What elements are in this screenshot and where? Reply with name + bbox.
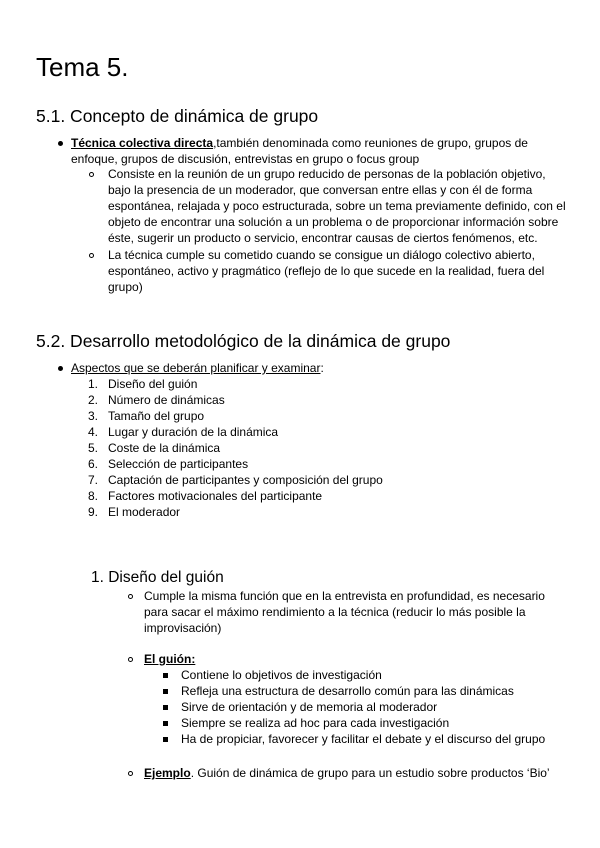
circle-bullet-icon: [89, 172, 94, 177]
list-item: Factores motivacionales del participante: [108, 489, 323, 503]
list-item: Diseño del guión: [108, 377, 198, 391]
item-number: 1.: [87, 377, 98, 391]
sub1-line: espontánea, relajada y poco estructurada, sobre un tema previamente definido, con el: [108, 199, 566, 213]
sub2-line: grupo): [108, 280, 143, 294]
ejemplo-line: [144, 765, 550, 781]
circle-bullet-icon: [128, 771, 133, 776]
item-number: 5.: [87, 441, 98, 455]
sub1-line: bajo la presencia de un moderador, que conversan entre ellas y con él de forma: [108, 183, 533, 197]
bullet1-rest: ,también denominada como reuniones de grupo, grupos de: [213, 136, 528, 150]
list-item: Selección de participantes: [108, 457, 249, 471]
aspects-colon: :: [320, 361, 324, 375]
guion-item: Siempre se realiza ad hoc para cada investigación: [181, 716, 450, 730]
bullet1-line2: enfoque, grupos de discusión, entrevistas en grupo o focus group: [71, 152, 420, 166]
list-item: Tamaño del grupo: [108, 409, 205, 423]
guion-desc-line: Cumple la misma función que en la entrevista en profundidad, es necesario: [144, 589, 545, 603]
list-item: Lugar y duración de la dinámica: [108, 425, 279, 439]
ejemplo-text: . Guión de dinámica de grupo para un estudio sobre productos ‘Bio’: [190, 766, 550, 780]
sub1-line: éste, sugerir un producto o servicio, encontrar causas de ciertos fenómenos, etc.: [108, 231, 538, 245]
guion-desc-line: improvisación): [144, 621, 222, 635]
bullet-dot-icon: [58, 141, 63, 146]
sub1-line: Consiste en la reunión de un grupo reducido de personas de la población objetivo,: [108, 167, 546, 181]
circle-bullet-icon: [128, 594, 133, 599]
item-number: 9.: [87, 505, 98, 519]
aspects-label: Aspectos que se deberán planificar y examinar: [71, 361, 321, 375]
sub1-line: objeto de encontrar una solución a un problema o de proporcionar información sobre: [108, 215, 559, 229]
bullet1-line1: [71, 135, 528, 151]
item-number: 4.: [87, 425, 98, 439]
aspects-label-line: [71, 360, 324, 376]
square-bullet-icon: [163, 721, 168, 726]
circle-bullet-icon: [89, 253, 94, 258]
bullet1-term: Técnica colectiva directa: [71, 136, 214, 150]
list-item: Coste de la dinámica: [108, 441, 221, 455]
sub2-line: espontáneo, activo y pragmático (reflejo de lo que sucede en la realidad, fuera del: [108, 264, 545, 278]
item-number: 6.: [87, 457, 98, 471]
item-number: 3.: [87, 409, 98, 423]
square-bullet-icon: [163, 689, 168, 694]
guion-item: Ha de propiciar, favorecer y facilitar el debate y el discurso del grupo: [181, 732, 546, 746]
subsection-heading: 1. Diseño del guión: [91, 569, 224, 586]
list-item: Número de dinámicas: [108, 393, 225, 407]
item-number: 8.: [87, 489, 98, 503]
sub2-line: La técnica cumple su cometido cuando se consigue un diálogo colectivo abierto,: [108, 248, 535, 262]
guion-item: Refleja una estructura de desarrollo común para las dinámicas: [181, 684, 514, 698]
guion-label: El guión:: [144, 652, 196, 666]
section-heading-5-1: 5.1. Concepto de dinámica de grupo: [36, 106, 319, 126]
guion-label-line: [144, 651, 195, 667]
square-bullet-icon: [163, 737, 168, 742]
guion-desc-line: para sacar el máximo rendimiento a la técnica (reducir lo más posible la: [144, 605, 526, 619]
bullet-dot-icon: [58, 366, 63, 371]
section-heading-5-2: 5.2. Desarrollo metodológico de la dinámica de grupo: [36, 331, 451, 351]
item-number: 2.: [87, 393, 98, 407]
square-bullet-icon: [163, 673, 168, 678]
list-item: El moderador: [108, 505, 181, 519]
square-bullet-icon: [163, 705, 168, 710]
page-title: Tema 5.: [36, 52, 129, 82]
list-item: Captación de participantes y composición del grupo: [108, 473, 383, 487]
circle-bullet-icon: [128, 657, 133, 662]
guion-item: Contiene lo objetivos de investigación: [181, 668, 382, 682]
item-number: 7.: [87, 473, 98, 487]
ejemplo-label: Ejemplo: [144, 766, 191, 780]
guion-item: Sirve de orientación y de memoria al moderador: [181, 700, 438, 714]
